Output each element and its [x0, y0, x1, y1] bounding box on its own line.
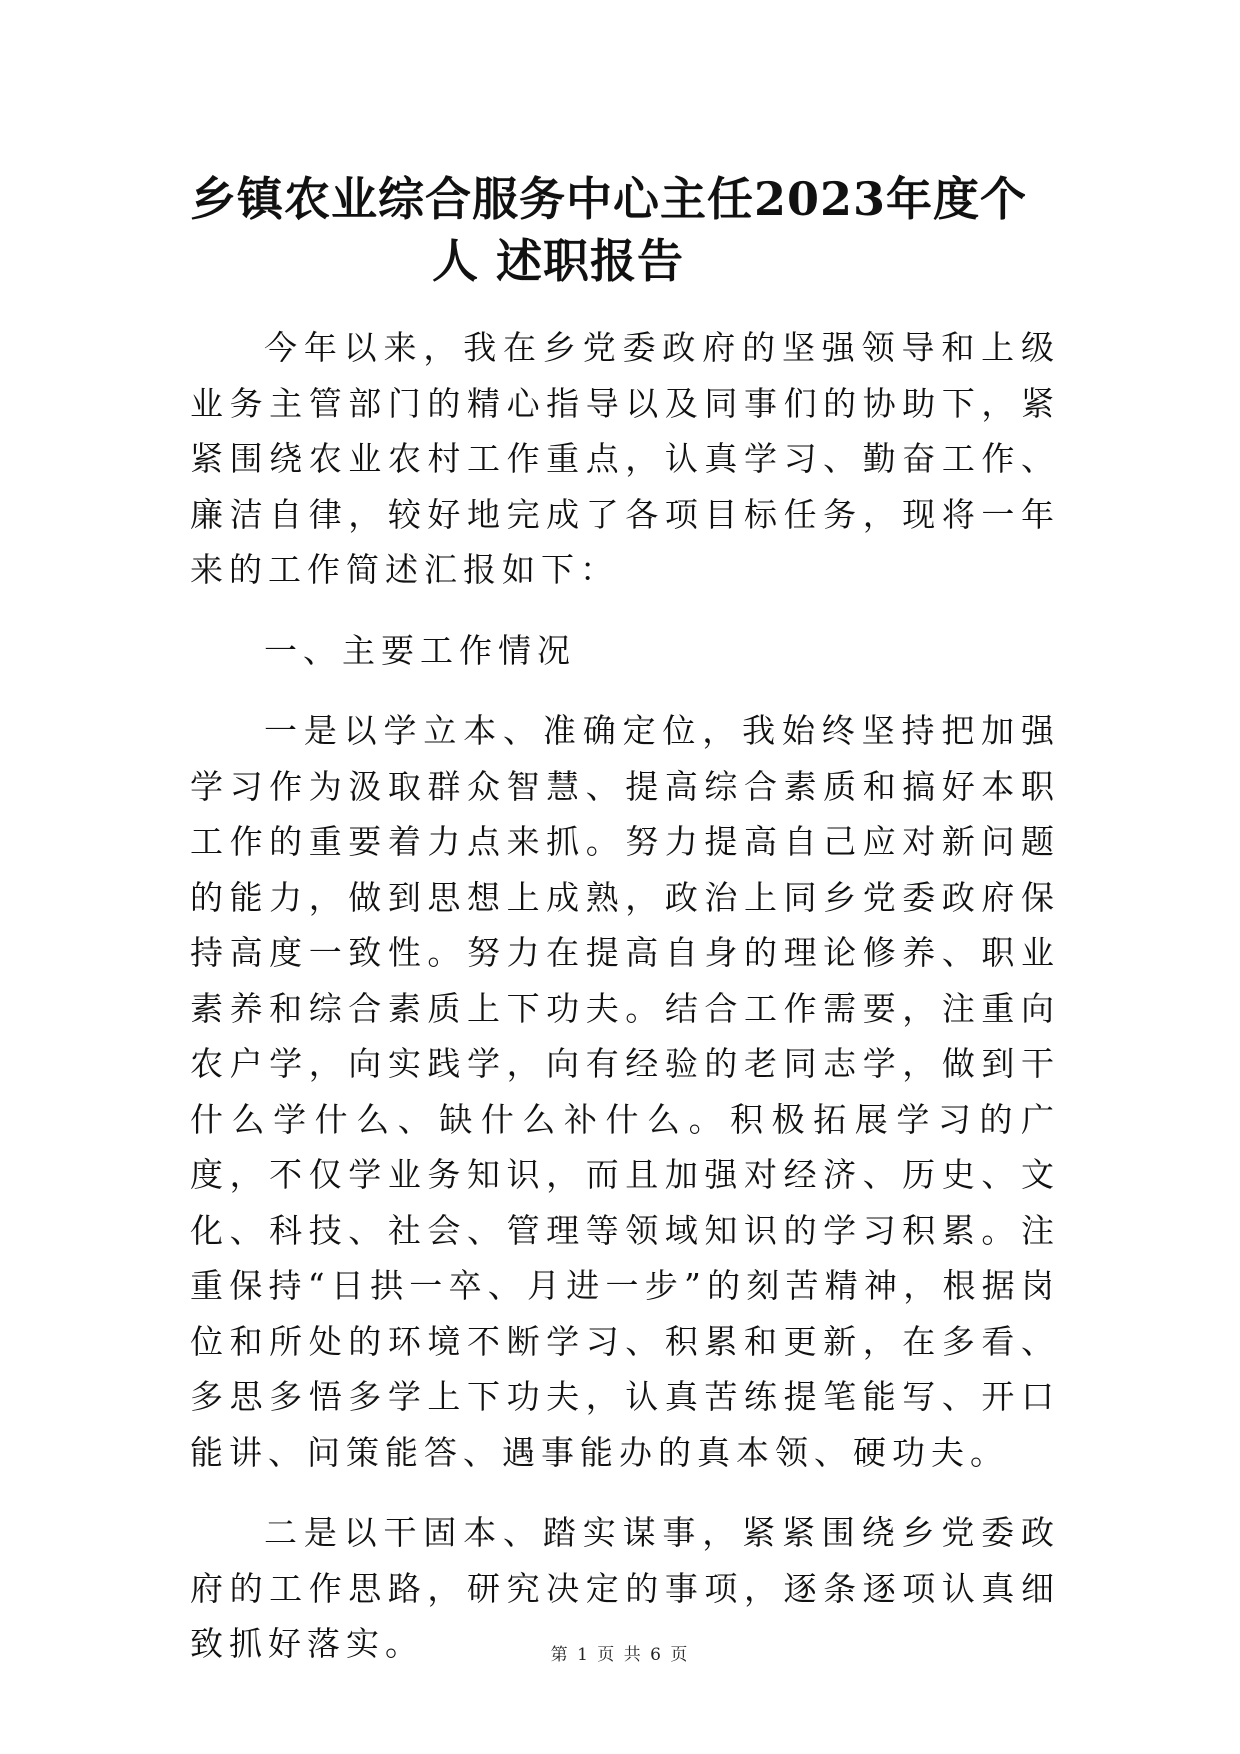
body-paragraph-1: 一是以学立本、准确定位，我始终坚持把加强学习作为汲取群众智慧、提高综合素质和搞好本职工作的重要着力点来抓。努力提高自己应对新问题的能力，做到思想上成熟，政治上同乡党委政府保持高度一致性。努力在提高自身的理论修养、职业素养和综合素质上下功夫。结合工作需要，注重向农户学，向实践学，向有经验的老同志学，做到干什么学什么、缺什么补什么。积极拓展学习的广度，不仅学业务知识，而且加强对经济、历史、文化、科技、社会、管理等领域知识的学习积累。注重保持“日拱一卒、月进一步”的刻苦精神，根据岗位和所处的环境不断学习、积累和更新，在多看、多思多悟多学上下功夫，认真苦练提笔能写、开口能讲、问策能答、遇事能办的真本领、硬功夫。 — [190, 711, 1060, 1472]
title-line-1: 乡镇农业综合服务中心主任2023年度个 — [190, 172, 1028, 226]
section-heading: 一、主要工作情况 — [264, 630, 576, 670]
page-footer: 第 1 页 共 6 页 — [550, 1645, 690, 1665]
body-paragraph-2: 二是以干固本、踏实谋事，紧紧围绕乡党委政府的工作思路，研究决定的事项，逐条逐项认真细致抓好落实。 — [190, 1513, 1060, 1663]
intro-paragraph: 今年以来，我在乡党委政府的坚强领导和上级业务主管部门的精心指导以及同事们的协助下，紧紧围绕农业农村工作重点，认真学习、勤奋工作、廉洁自律，较好地完成了各项目标任务，现将一年来的工作简述汇报如下： — [190, 328, 1060, 589]
document-body — [190, 320, 1060, 1672]
document-title — [190, 168, 1050, 292]
title-line-2: 人 述职报告 — [432, 234, 685, 288]
